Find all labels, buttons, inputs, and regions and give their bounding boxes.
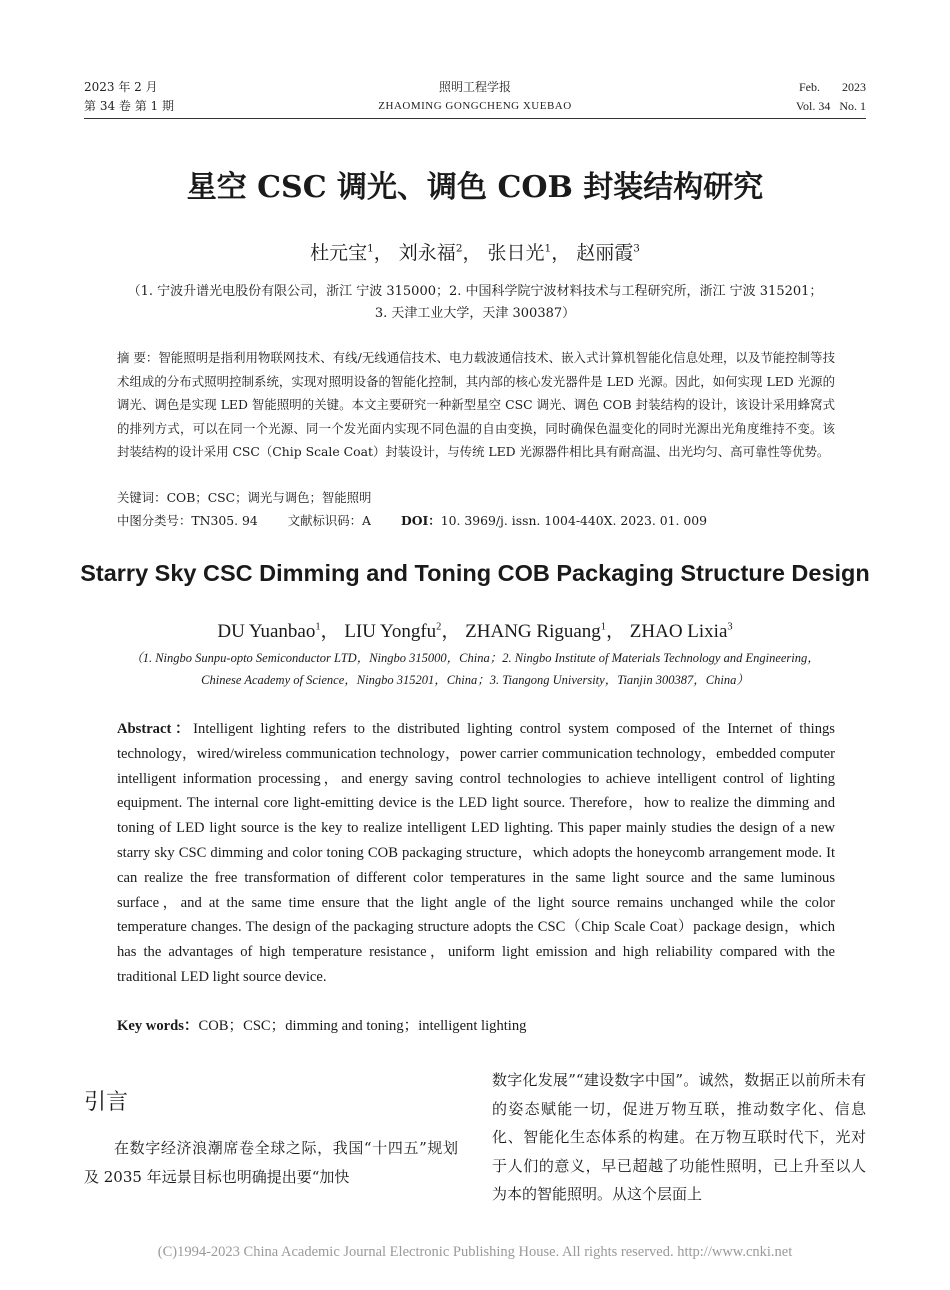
author-separator: ， bbox=[462, 242, 482, 264]
author-separator: ， bbox=[373, 242, 393, 264]
affiliation-line: （1. Ningbo Sunpu-opto Semiconductor LTD，Ningbo 315000，China；2. Ningbo Institute of Materials Technology and Engineering， bbox=[130, 651, 820, 665]
clc-code: TN305. 94 bbox=[191, 513, 258, 528]
body-paragraph-left: 在数字经济浪潮席卷全球之际，我国“十四五”规划及 2035 年远景目标也明确提出要“加快 bbox=[84, 1139, 458, 1186]
author-en: LIU Yongfu bbox=[344, 621, 437, 642]
abstract-cn bbox=[117, 346, 835, 464]
author-aff-mark: 1 bbox=[600, 621, 607, 633]
affiliation-line: Chinese Academy of Science，Ningbo 315201，China；3. Tiangong University，Tianjin 300387，China） bbox=[201, 673, 749, 687]
author-aff-mark: 2 bbox=[455, 242, 463, 255]
clc-label: 中图分类号： bbox=[117, 513, 192, 528]
section-heading-introduction: 引言 bbox=[84, 1090, 129, 1115]
author-en: ZHAO Lixia bbox=[629, 621, 728, 642]
journal-name-pinyin: ZHAOMING GONGCHENG XUEBAO bbox=[378, 100, 572, 112]
author-en: ZHANG Riguang bbox=[465, 621, 601, 642]
author-aff-mark: 3 bbox=[633, 242, 640, 255]
journal-name-cn: 照明工程学报 bbox=[438, 80, 511, 94]
keywords-cn bbox=[117, 487, 371, 509]
affiliation-line: （1. 宁波升谱光电股份有限公司，浙江 宁波 315000；2. 中国科学院宁波材料技术与工程研究所，浙江 宁波 315201； bbox=[127, 284, 823, 299]
header-issue-en: No. 1 bbox=[839, 99, 866, 113]
affiliations-cn bbox=[80, 281, 870, 325]
abstract-cn-text: 智能照明是指利用物联网技术、有线/无线通信技术、电力载波通信技术、嵌入式计算机智能化信息处理，以及节能控制等技术组成的分布式照明控制系统，实现对照明设备的智能化控制，其内部的核心发光器件是 LED 光源。因此，如何实现 LED 光源的调光、调色是实现 LED 智能照明的关键。本文主要研究一种新型星空 CSC 调光、调色 COB 封装结构的设计，该设计采用蜂窝式的排列方式，可以在同一个光源、同一个发光面内实现不同色温的自由变换，同时确保色温变化的同时光源出光角度维持不变。该封装结构的设计采用 CSC（Chip Scale Coat）封装设计，与传统 LED 光源器件相比具有耐高温、出光均匀、高可靠性等优势。 bbox=[117, 350, 835, 459]
header-right bbox=[796, 78, 866, 116]
classification-line bbox=[117, 510, 707, 532]
author-list-en bbox=[0, 618, 950, 646]
header-date: 2023 年 2 月 bbox=[84, 80, 158, 94]
author-aff-mark: 3 bbox=[727, 621, 733, 633]
author-separator: ， bbox=[441, 621, 461, 642]
author-list-cn bbox=[0, 239, 950, 267]
author-separator: ， bbox=[606, 621, 626, 642]
header-year-en: 2023 bbox=[842, 80, 866, 94]
affiliations-en bbox=[80, 647, 870, 691]
author-separator: ， bbox=[320, 621, 340, 642]
doi-value: 10. 3969/j. issn. 1004-440X. 2023. 01. 009 bbox=[440, 513, 708, 528]
copyright-watermark: (C)1994-2023 China Academic Journal Electronic Publishing House. All rights reserved. http://www.cnki.net bbox=[157, 1244, 793, 1260]
abstract-en-label: Abstract： bbox=[117, 721, 194, 737]
author-cn: 刘永福 bbox=[398, 242, 456, 264]
author-aff-mark: 1 bbox=[367, 242, 374, 255]
affiliation-line: 3. 天津工业大学，天津 300387） bbox=[374, 306, 576, 321]
doc-code-label: 文献标识码： bbox=[287, 513, 363, 528]
author-aff-mark: 2 bbox=[436, 621, 442, 633]
author-cn: 张日光 bbox=[487, 242, 545, 264]
author-cn: 杜元宝 bbox=[310, 242, 368, 264]
header-month-en: Feb. bbox=[799, 80, 820, 94]
doc-code: A bbox=[362, 513, 371, 528]
keywords-en-text: COB；CSC；dimming and toning；intelligent lighting bbox=[198, 1018, 527, 1034]
header-volume-en: Vol. 34 bbox=[795, 99, 831, 113]
abstract-cn-label: 摘 要： bbox=[117, 350, 159, 365]
doi-label: DOI： bbox=[400, 513, 441, 528]
paper-title-cn: 星空 CSC 调光、调色 COB 封装结构研究 bbox=[186, 170, 764, 205]
author-en: DU Yuanbao bbox=[217, 621, 316, 642]
keywords-en-label: Key words： bbox=[117, 1018, 199, 1034]
keywords-cn-text: COB；CSC；调光与调色；智能照明 bbox=[166, 490, 372, 505]
author-aff-mark: 1 bbox=[315, 621, 321, 633]
author-cn: 赵丽霞 bbox=[576, 242, 634, 264]
header-volume-issue: 第 34 卷 第 1 期 bbox=[84, 99, 174, 113]
paper-title-en: Starry Sky CSC Dimming and Toning COB Packaging Structure Design bbox=[80, 560, 870, 586]
abstract-en-text: Intelligent lighting refers to the distributed lighting control system composed of the Internet of things technology，wired/wireless communication technology，power carrier communication technology，embedded computer intelligent information processing，and energy saving control technologies to achieve intelligent control of lighting equipment. The internal core light-emitting device is the LED light source. Therefore，how to realize the dimming and toning of LED light source is the key to realize intelligent LED lighting. This paper mainly studies the design of a new starry sky CSC dimming and color toning COB packaging structure，which adopts the honeycomb arrangement mode. It can realize the free transformation of different color temperatures in the same light source and the same luminous surface，and at the same time ensure that the light angle of the light source remains unchanged while the color temperature changes. The design of the packaging structure adopts the CSC（Chip Scale Coat）package design，which has the advantages of high temperature resistance，uniform light emission and high reliability compared with the traditional LED light source device. bbox=[117, 721, 835, 985]
header-rule bbox=[84, 118, 866, 119]
keywords-en bbox=[117, 1014, 526, 1038]
abstract-en bbox=[117, 717, 835, 990]
keywords-cn-label: 关键词： bbox=[117, 490, 167, 505]
author-separator: ， bbox=[551, 242, 571, 264]
author-aff-mark: 1 bbox=[544, 242, 552, 255]
body-paragraph-right: 数字化发展”“建设数字中国”。诚然，数据正以前所未有的姿态赋能一切，促进万物互联，推动数字化、信息化、智能化生态体系的构建。在万物互联时代下，光对于人们的意义，早已超越了功能性照明，已上升至以人为本的智能照明。从这个层面上 bbox=[492, 1071, 866, 1203]
